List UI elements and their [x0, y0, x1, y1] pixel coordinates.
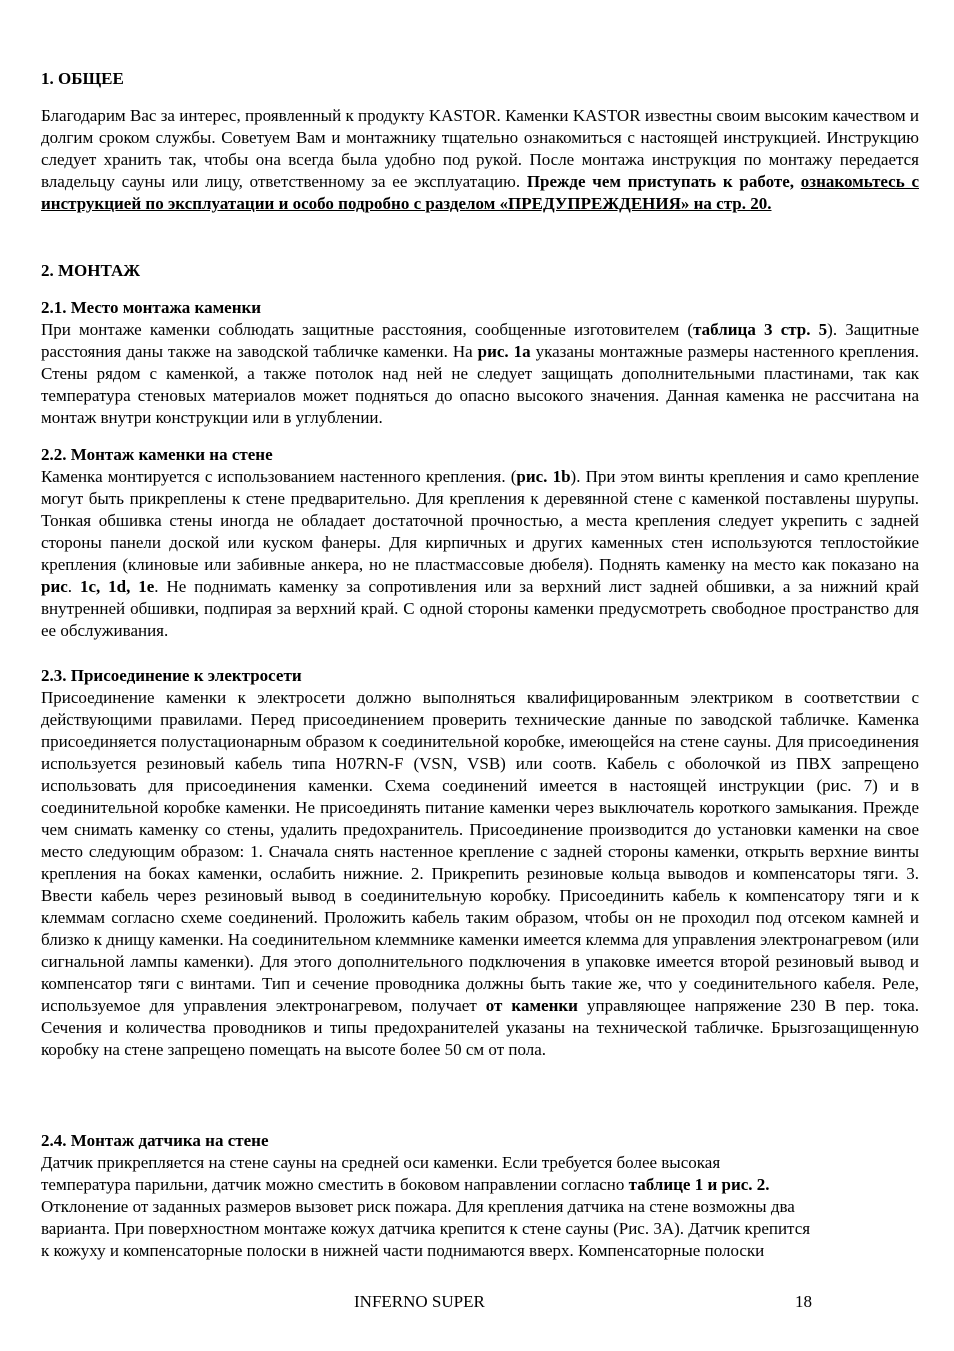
warning-underlined: ознакомьтесь с инструкцией по эксплуатации и особо подробно с разделом «ПРЕДУПРЕЖДЕНИЯ» на стр. 20.: [41, 172, 919, 213]
section-2-2-title: 2.2. Монтаж каменки на стене: [41, 445, 273, 464]
section-2-2-paragraph: Каменка монтируется с использованием настенного крепления. (рис. 1b). При этом винты крепления и само крепление могут быть прикреплены к стене предварительно. Для крепления к деревянной стене с каменкой поставлены шурупы. Тонкая обшивка стены иногда не обладает достаточной прочностью, а места крепления следует укрепить с задней стороны панели доской или куском фанеры. Для кирпичных и других каменных стен используются теплостойкие крепления (клиновые или забивные анкера, но не пластмассовые дюбеля). Поднять каменку на место как показано на рис. 1c, 1d, 1e. Не поднимать каменку за сопротивления или за верхний лист задней обшивки, а за нижний край внутренней обшивки, подпирая за верхний край. С одной стороны каменки предусмотреть свободное пространство для ее обслуживания.: [41, 467, 920, 640]
section-1-paragraph: [41, 105, 919, 215]
footer-page-number: 18: [795, 1292, 812, 1311]
section-2-3-paragraph: Присоединение каменки к электросети должно выполняться квалифицированным электриком в соответствии с действующими правилами. Перед присоединением проверить технические данные по заводской табличке. Каменка присоединяется полустационарным образом к соединительной коробке, имеющейся на стене сауны. Для присоединения используется резиновый кабель типа H07RN-F (VSN, VSB) или соотв. Кабель с оболочкой из ПВХ запрещено использовать для присоединения каменки. Схема соединений имеется в настоящей инструкции (рис. 7) и в соединительной коробке каменки. Не присоединять питание каменки через выключатель короткого замыкания. Прежде чем снимать каменку со стены, удалить предохранитель. Присоединение производится до установки каменки на свое место следующим образом: 1. Сначала снять настенное крепление с задней стороны каменки, открыть верхние винты крепления на боках каменки, ослабить нижние. 2. Прикрепить резиновые кольца выводов и компенсаторы тяги. 3. Ввести кабель через резиновый вывод в соединительную коробку. Присоединить кабель к компенсатору тяги и к клеммам согласно схеме соединений. Проложить кабель таким образом, чтобы он не проходил под отсеком камней и близко к днищу каменки. На соединительном клеммнике каменки имеется клемма для управления электронагревом (или сигнальной лампы каменки). Для этого дополнительного подключения в упаковке имеется второй резиновый вывод и компенсатор тяги с винтами. Тип и сечение проводника должны быть такие же, что у соединительного кабеля. Реле, используемое для управления электронагревом, получает от каменки управляющее напряжение 230 В пер. тока. Сечения и количества проводников и типы предохранителей указаны на технической табличке. Брызгозащищенную коробку на стене запрещено помещать на высоте более 50 см от пола.: [41, 688, 919, 1059]
section-2-3-title: 2.3. Присоединение к электросети: [41, 666, 302, 685]
section-2-4-paragraph: Датчик прикрепляется на стене сауны на средней оси каменки. Если требуется более высокая температура парильни, датчик можно сместить в боковом направлении согласно таблице 1 и рис. 2. Отклонение от заданных размеров вызовет риск пожара. Для крепления датчика на стене возможны два варианта. При поверхностном монтаже кожух датчика крепится к стене сауны (Рис. 3A). Датчик крепится к кожуху и компенсаторные полоски в нижней части поднимаются вверх. Компенсаторные полоски: [41, 1153, 811, 1260]
section-2-title: 2. МОНТАЖ: [41, 261, 141, 280]
intro-text: Благодарим Вас за интерес, проявленный к продукту KASTOR. Каменки KASTOR известны своим высоким качеством и долгим сроком службы. Советуем Вам и монтажнику тщательно ознакомиться с настоящей инструкцией. Инструкцию следует хранить так, чтобы она всегда была удобно под рукой. После монтажа инструкция по монтажу передается владельцу сауны или лицу, ответственному за ее эксплуатацию.: [41, 106, 919, 191]
section-2-4-title: 2.4. Монтаж датчика на стене: [41, 1131, 269, 1150]
section-2-1-paragraph: При монтаже каменки соблюдать защитные расстояния, сообщенные изготовителем (таблица 3 стр. 5). Защитные расстояния даны также на заводской табличке каменки. На рис. 1a указаны монтажные размеры настенного крепления. Стены рядом с каменкой, а также потолок над ней не следует защищать дополнительными пластинами, так как температура стеновых материалов может подняться до опасно высокого значения. Данная каменка не рассчитана на монтаж внутри конструкции или в углублении.: [41, 320, 919, 427]
footer-product-name: INFERNO SUPER: [354, 1292, 485, 1311]
section-1-title: 1. ОБЩЕЕ: [41, 69, 124, 88]
section-2-1-title: 2.1. Место монтажа каменки: [41, 298, 262, 317]
warning-lead: Прежде чем приступать к работе,: [526, 172, 801, 191]
